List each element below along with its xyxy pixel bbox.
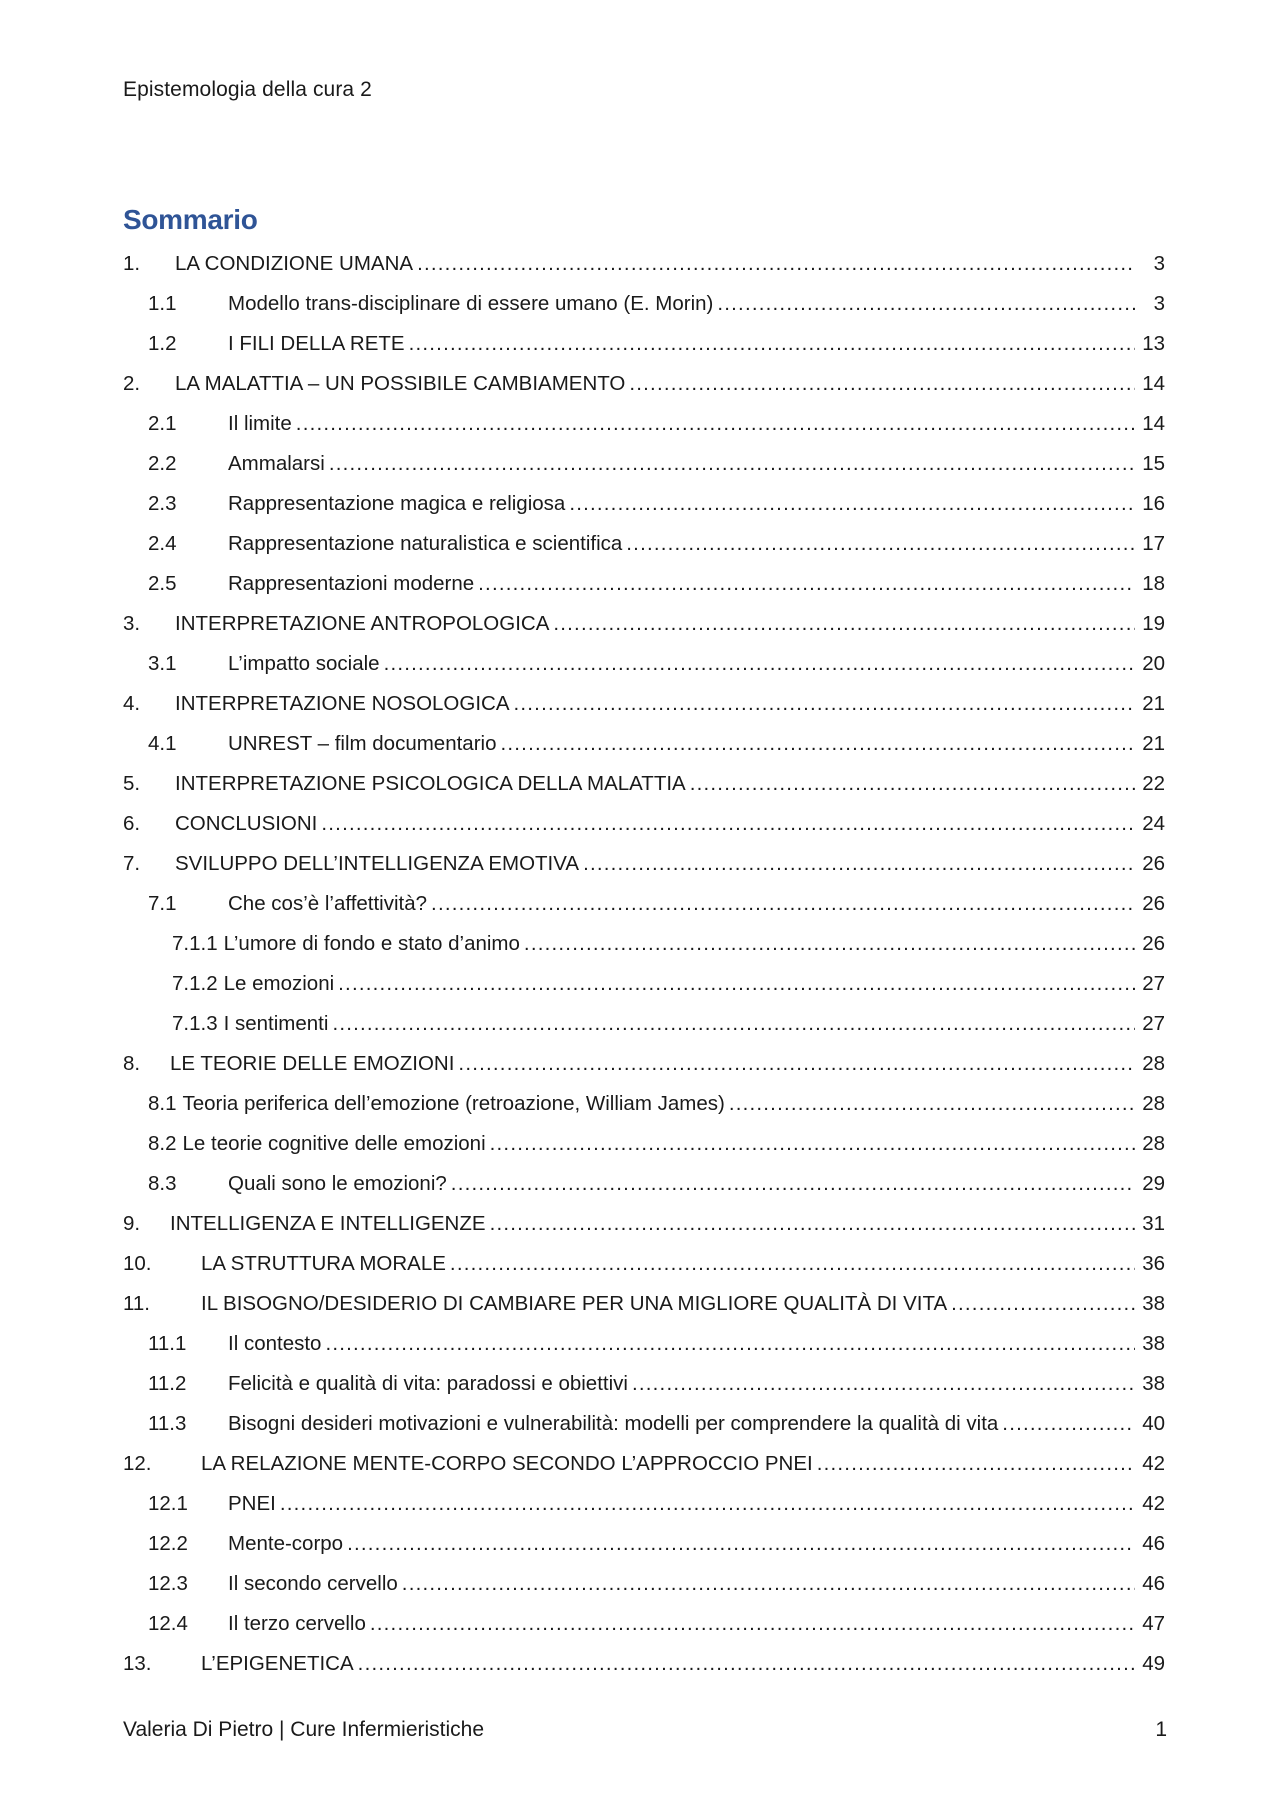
toc-entry-number: 13. bbox=[123, 1652, 152, 1675]
toc-entry[interactable] bbox=[123, 1564, 1165, 1604]
toc-entry-label: INTERPRETAZIONE NOSOLOGICA bbox=[175, 692, 510, 715]
toc-entry-label: L’impatto sociale bbox=[228, 652, 380, 675]
footer-author: Valeria Di Pietro | Cure Infermieristiche bbox=[123, 1718, 485, 1741]
toc-entry-label: IL BISOGNO/DESIDERIO DI CAMBIARE PER UNA MIGLIORE QUALITÀ DI VITA bbox=[201, 1292, 948, 1315]
toc-entry-number: 12.2 bbox=[148, 1532, 188, 1555]
toc-entry-number: 7. bbox=[123, 852, 141, 875]
toc-entry-label: Rappresentazione naturalistica e scientifica bbox=[228, 532, 623, 555]
toc-entry-number: 10. bbox=[123, 1252, 152, 1275]
toc-entry-number: 4.1 bbox=[148, 732, 177, 755]
toc-leader-dots bbox=[370, 1612, 1135, 1636]
toc-leader-dots bbox=[729, 1092, 1135, 1116]
toc-entry-label: UNREST – film documentario bbox=[228, 732, 497, 755]
toc-entry-label: INTELLIGENZA E INTELLIGENZE bbox=[170, 1212, 486, 1235]
toc-entry-page: 21 bbox=[1142, 692, 1165, 715]
toc-entry[interactable] bbox=[123, 844, 1165, 884]
toc-entry[interactable] bbox=[123, 1364, 1165, 1404]
toc-entry-page: 20 bbox=[1142, 652, 1165, 675]
toc-entry-page: 26 bbox=[1142, 932, 1165, 955]
toc-entry[interactable] bbox=[123, 924, 1165, 964]
toc-entry-page: 42 bbox=[1142, 1492, 1165, 1515]
toc-entry-label: Rappresentazioni moderne bbox=[228, 572, 475, 595]
toc-entry[interactable] bbox=[123, 764, 1165, 804]
page-header: Epistemologia della cura 2 bbox=[123, 78, 372, 101]
toc-entry-page: 36 bbox=[1142, 1252, 1165, 1275]
toc-entry-label: INTERPRETAZIONE ANTROPOLOGICA bbox=[175, 612, 550, 635]
toc-leader-dots bbox=[321, 812, 1135, 836]
toc-entry[interactable] bbox=[123, 1604, 1165, 1644]
toc-entry-label: LA CONDIZIONE UMANA bbox=[175, 252, 414, 275]
toc-entry-page: 21 bbox=[1142, 732, 1165, 755]
toc-entry[interactable] bbox=[123, 1404, 1165, 1444]
toc-leader-dots bbox=[358, 1652, 1135, 1676]
toc-entry-number: 7.1 bbox=[148, 892, 177, 915]
toc-entry-label: L’EPIGENETICA bbox=[201, 1652, 354, 1675]
toc-leader-dots bbox=[409, 332, 1135, 356]
toc-leader-dots bbox=[514, 692, 1136, 716]
toc-leader-dots bbox=[690, 772, 1135, 796]
toc-entry-page: 26 bbox=[1142, 892, 1165, 915]
toc-entry-number: 12.4 bbox=[148, 1612, 188, 1635]
toc-entry[interactable] bbox=[123, 964, 1165, 1004]
toc-entry-label: Mente-corpo bbox=[228, 1532, 344, 1555]
toc-leader-dots bbox=[296, 412, 1135, 436]
table-of-contents bbox=[123, 244, 1165, 1684]
toc-entry[interactable] bbox=[123, 724, 1165, 764]
toc-leader-dots bbox=[329, 452, 1135, 476]
toc-entry-number: 6. bbox=[123, 812, 141, 835]
toc-entry-label: Modello trans-disciplinare di essere umano (E. Morin) bbox=[228, 292, 714, 315]
toc-leader-dots bbox=[629, 372, 1135, 396]
toc-entry-number: 5. bbox=[123, 772, 141, 795]
toc-entry[interactable] bbox=[123, 684, 1165, 724]
toc-entry-number: 2. bbox=[123, 372, 141, 395]
toc-entry-page: 13 bbox=[1142, 332, 1165, 355]
toc-leader-dots bbox=[583, 852, 1135, 876]
toc-entry-number: 2.3 bbox=[148, 492, 177, 515]
toc-leader-dots bbox=[338, 972, 1135, 996]
toc-entry[interactable] bbox=[123, 564, 1165, 604]
toc-entry-page: 40 bbox=[1142, 1412, 1165, 1435]
toc-entry-page: 46 bbox=[1142, 1572, 1165, 1595]
toc-leader-dots bbox=[458, 1052, 1135, 1076]
toc-entry-page: 27 bbox=[1142, 1012, 1165, 1035]
toc-entry[interactable] bbox=[123, 444, 1165, 484]
toc-entry-number: 2.2 bbox=[148, 452, 177, 475]
toc-entry-number: 11.3 bbox=[148, 1412, 187, 1435]
toc-leader-dots bbox=[325, 1332, 1135, 1356]
toc-leader-dots bbox=[490, 1212, 1135, 1236]
toc-entry-number: 1.2 bbox=[148, 332, 177, 355]
toc-entry[interactable] bbox=[123, 484, 1165, 524]
toc-leader-dots bbox=[524, 932, 1135, 956]
toc-leader-dots bbox=[332, 1012, 1135, 1036]
toc-entry-page: 29 bbox=[1142, 1172, 1165, 1195]
toc-leader-dots bbox=[717, 292, 1135, 316]
toc-entry-number: 8.2 bbox=[148, 1132, 177, 1155]
toc-title: Sommario bbox=[123, 204, 258, 235]
toc-entry-number: 1.1 bbox=[148, 292, 177, 315]
toc-leader-dots bbox=[817, 1452, 1135, 1476]
toc-entry-page: 22 bbox=[1142, 772, 1165, 795]
toc-entry-number: 7.1.2 bbox=[172, 972, 218, 995]
toc-entry-page: 14 bbox=[1142, 372, 1165, 395]
toc-entry[interactable] bbox=[123, 1164, 1165, 1204]
toc-leader-dots bbox=[451, 1172, 1135, 1196]
toc-entry-number: 11.1 bbox=[148, 1332, 187, 1355]
toc-entry[interactable] bbox=[123, 1644, 1165, 1684]
toc-leader-dots bbox=[478, 572, 1135, 596]
toc-entry-label: L’umore di fondo e stato d’animo bbox=[223, 932, 520, 955]
toc-entry-number: 11. bbox=[123, 1292, 150, 1315]
toc-leader-dots bbox=[569, 492, 1135, 516]
toc-entry-number: 12. bbox=[123, 1452, 152, 1475]
toc-entry[interactable] bbox=[123, 1484, 1165, 1524]
toc-entry[interactable] bbox=[123, 1244, 1165, 1284]
toc-entry-page: 38 bbox=[1142, 1372, 1165, 1395]
toc-leader-dots bbox=[951, 1292, 1135, 1316]
toc-entry-label: Teoria periferica dell’emozione (retroazione, William James) bbox=[182, 1092, 725, 1115]
toc-entry-label: Le teorie cognitive delle emozioni bbox=[182, 1132, 486, 1155]
toc-entry-label: Bisogni desideri motivazioni e vulnerabilità: modelli per comprendere la qualità di vita bbox=[228, 1412, 999, 1435]
toc-entry-label: LA RELAZIONE MENTE-CORPO SECONDO L’APPROCCIO PNEI bbox=[201, 1452, 813, 1475]
toc-entry[interactable] bbox=[123, 1524, 1165, 1564]
toc-entry-number: 8. bbox=[123, 1052, 141, 1075]
toc-entry-page: 3 bbox=[1153, 252, 1165, 275]
toc-entry-label: SVILUPPO DELL’INTELLIGENZA EMOTIVA bbox=[175, 852, 580, 875]
toc-leader-dots bbox=[490, 1132, 1135, 1156]
toc-entry[interactable] bbox=[123, 324, 1165, 364]
toc-entry-page: 38 bbox=[1142, 1292, 1165, 1315]
toc-entry-page: 3 bbox=[1153, 292, 1165, 315]
toc-entry-label: PNEI bbox=[228, 1492, 276, 1515]
toc-entry[interactable] bbox=[123, 1444, 1165, 1484]
toc-entry-page: 28 bbox=[1142, 1052, 1165, 1075]
toc-entry[interactable] bbox=[123, 1124, 1165, 1164]
toc-entry[interactable] bbox=[123, 804, 1165, 844]
toc-entry-label: I FILI DELLA RETE bbox=[228, 332, 405, 355]
toc-leader-dots bbox=[402, 1572, 1135, 1596]
toc-entry-page: 27 bbox=[1142, 972, 1165, 995]
toc-entry-label: LA MALATTIA – UN POSSIBILE CAMBIAMENTO bbox=[175, 372, 626, 395]
toc-entry-label: Il limite bbox=[228, 412, 292, 435]
toc-entry-number: 11.2 bbox=[148, 1372, 187, 1395]
toc-entry-page: 31 bbox=[1142, 1212, 1165, 1235]
toc-entry[interactable] bbox=[123, 244, 1165, 284]
toc-entry-label: Rappresentazione magica e religiosa bbox=[228, 492, 566, 515]
toc-entry-number: 2.5 bbox=[148, 572, 177, 595]
toc-leader-dots bbox=[632, 1372, 1135, 1396]
toc-entry-number: 12.3 bbox=[148, 1572, 188, 1595]
toc-entry-label: LE TEORIE DELLE EMOZIONI bbox=[170, 1052, 455, 1075]
toc-entry[interactable] bbox=[123, 1084, 1165, 1124]
toc-entry-page: 17 bbox=[1142, 532, 1165, 555]
toc-entry-page: 49 bbox=[1142, 1652, 1165, 1675]
toc-entry-page: 16 bbox=[1142, 492, 1165, 515]
toc-entry[interactable] bbox=[123, 604, 1165, 644]
toc-entry-page: 24 bbox=[1142, 812, 1165, 835]
toc-entry-label: Quali sono le emozioni? bbox=[228, 1172, 447, 1195]
toc-leader-dots bbox=[553, 612, 1135, 636]
toc-entry[interactable] bbox=[123, 644, 1165, 684]
toc-entry-label: Ammalarsi bbox=[228, 452, 325, 475]
toc-entry[interactable] bbox=[123, 1284, 1165, 1324]
toc-entry-number: 1. bbox=[123, 252, 141, 275]
toc-entry-label: Il secondo cervello bbox=[228, 1572, 398, 1595]
toc-entry-number: 9. bbox=[123, 1212, 141, 1235]
toc-entry-number: 8.3 bbox=[148, 1172, 177, 1195]
toc-entry-number: 3. bbox=[123, 612, 141, 635]
toc-entry-label: I sentimenti bbox=[223, 1012, 329, 1035]
toc-entry-number: 7.1.1 bbox=[172, 932, 218, 955]
toc-entry-label: Le emozioni bbox=[223, 972, 335, 995]
toc-leader-dots bbox=[626, 532, 1135, 556]
toc-leader-dots bbox=[280, 1492, 1135, 1516]
toc-entry-label: LA STRUTTURA MORALE bbox=[201, 1252, 446, 1275]
toc-entry[interactable] bbox=[123, 1004, 1165, 1044]
toc-entry-page: 42 bbox=[1142, 1452, 1165, 1475]
footer-page-number: 1 bbox=[1155, 1718, 1167, 1741]
toc-entry-number: 3.1 bbox=[148, 652, 177, 675]
toc-entry[interactable] bbox=[123, 524, 1165, 564]
toc-entry-page: 14 bbox=[1142, 412, 1165, 435]
toc-entry-page: 26 bbox=[1142, 852, 1165, 875]
toc-entry-number: 8.1 bbox=[148, 1092, 177, 1115]
toc-entry-label: Il contesto bbox=[228, 1332, 322, 1355]
toc-entry-number: 2.4 bbox=[148, 532, 177, 555]
toc-entry-page: 46 bbox=[1142, 1532, 1165, 1555]
toc-entry[interactable] bbox=[123, 884, 1165, 924]
toc-entry-page: 15 bbox=[1142, 452, 1165, 475]
toc-entry[interactable] bbox=[123, 364, 1165, 404]
toc-entry-number: 12.1 bbox=[148, 1492, 188, 1515]
toc-entry-label: Felicità e qualità di vita: paradossi e obiettivi bbox=[228, 1372, 628, 1395]
toc-leader-dots bbox=[431, 892, 1135, 916]
toc-leader-dots bbox=[384, 652, 1135, 676]
toc-entry-label: Che cos’è l’affettività? bbox=[228, 892, 428, 915]
toc-entry-page: 28 bbox=[1142, 1132, 1165, 1155]
toc-leader-dots bbox=[450, 1252, 1135, 1276]
toc-entry-label: INTERPRETAZIONE PSICOLOGICA DELLA MALATTIA bbox=[175, 772, 686, 795]
toc-leader-dots bbox=[1002, 1412, 1135, 1436]
toc-entry-label: Il terzo cervello bbox=[228, 1612, 366, 1635]
toc-entry-page: 38 bbox=[1142, 1332, 1165, 1355]
toc-entry-page: 18 bbox=[1142, 572, 1165, 595]
toc-leader-dots bbox=[417, 252, 1135, 276]
toc-entry[interactable] bbox=[123, 1204, 1165, 1244]
toc-entry[interactable] bbox=[123, 404, 1165, 444]
toc-entry[interactable] bbox=[123, 1324, 1165, 1364]
toc-entry-number: 4. bbox=[123, 692, 141, 715]
toc-entry-page: 28 bbox=[1142, 1092, 1165, 1115]
toc-entry[interactable] bbox=[123, 1044, 1165, 1084]
toc-entry-label: CONCLUSIONI bbox=[175, 812, 318, 835]
toc-leader-dots bbox=[347, 1532, 1135, 1556]
toc-entry-number: 2.1 bbox=[148, 412, 177, 435]
toc-entry-page: 19 bbox=[1142, 612, 1165, 635]
toc-leader-dots bbox=[501, 732, 1136, 756]
toc-entry-number: 7.1.3 bbox=[172, 1012, 218, 1035]
toc-entry-page: 47 bbox=[1142, 1612, 1165, 1635]
toc-entry[interactable] bbox=[123, 284, 1165, 324]
